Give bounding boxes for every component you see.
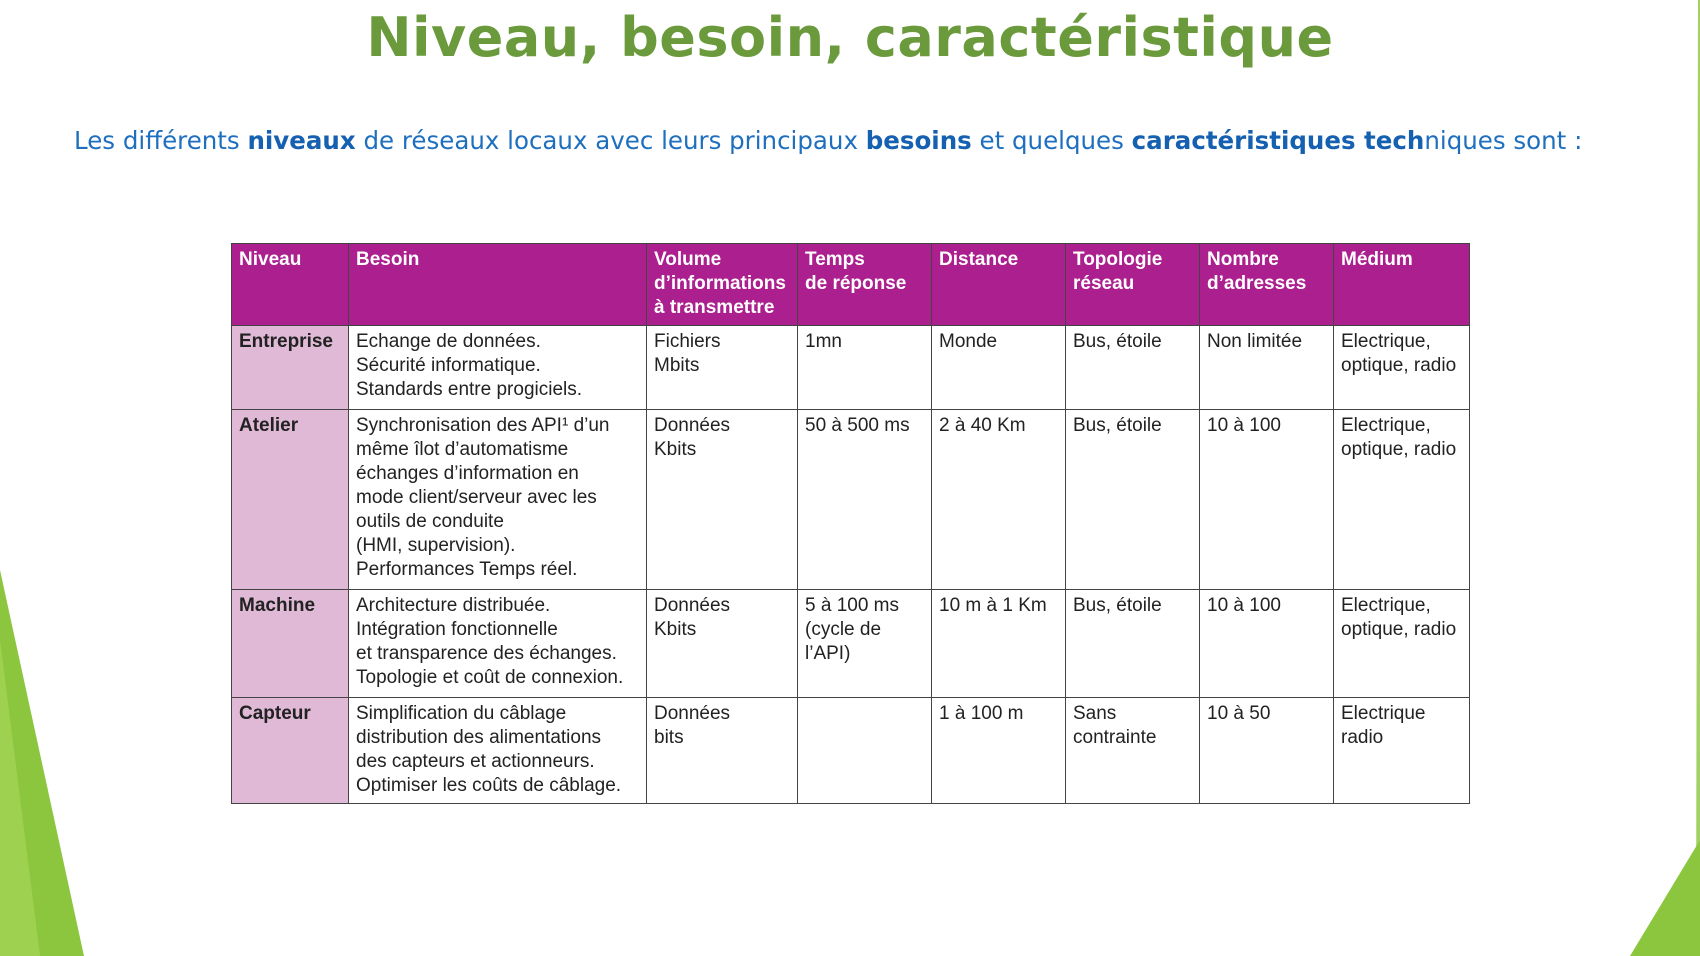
intro-bold-caracteristiques: caractéristiques tech bbox=[1131, 126, 1425, 155]
table-row bbox=[232, 410, 1470, 590]
cell-topologie: Sans contrainte bbox=[1066, 698, 1200, 804]
cell-niveau: Capteur bbox=[232, 698, 349, 804]
header-nombre: Nombre d’adresses bbox=[1200, 244, 1334, 326]
header-medium: Médium bbox=[1334, 244, 1470, 326]
header-volume: Volume d’informations à transmettre bbox=[647, 244, 798, 326]
intro-text-part: de réseaux locaux avec leurs principaux bbox=[355, 126, 866, 155]
cell-volume: Données Kbits bbox=[647, 410, 798, 590]
cell-nombre: Non limitée bbox=[1200, 326, 1334, 410]
cell-besoin: Architecture distribuée. Intégration fonctionnelle et transparence des échanges. Topologie et coût de connexion. bbox=[349, 590, 647, 698]
header-topologie: Topologie réseau bbox=[1066, 244, 1200, 326]
cell-topologie: Bus, étoile bbox=[1066, 326, 1200, 410]
cell-temps: 50 à 500 ms bbox=[798, 410, 932, 590]
cell-besoin: Simplification du câblage distribution des alimentations des capteurs et actionneurs. Optimiser les coûts de câblage. bbox=[349, 698, 647, 804]
cell-temps bbox=[798, 698, 932, 804]
cell-nombre: 10 à 50 bbox=[1200, 698, 1334, 804]
slide-title: Niveau, besoin, caractéristique bbox=[366, 6, 1334, 69]
intro-text-part: niques sont : bbox=[1424, 126, 1583, 155]
cell-niveau: Entreprise bbox=[232, 326, 349, 410]
intro-text-part: et quelques bbox=[971, 126, 1132, 155]
cell-nombre: 10 à 100 bbox=[1200, 590, 1334, 698]
cell-distance: 1 à 100 m bbox=[932, 698, 1066, 804]
cell-topologie: Bus, étoile bbox=[1066, 590, 1200, 698]
intro-text-part: Les différents bbox=[74, 126, 248, 155]
cell-distance: 2 à 40 Km bbox=[932, 410, 1066, 590]
cell-nombre: 10 à 100 bbox=[1200, 410, 1334, 590]
cell-distance: Monde bbox=[932, 326, 1066, 410]
cell-medium: Electrique, optique, radio bbox=[1334, 326, 1470, 410]
table-header-row bbox=[232, 244, 1470, 326]
header-temps: Temps de réponse bbox=[798, 244, 932, 326]
network-levels-table bbox=[231, 243, 1470, 804]
slide-intro-text bbox=[74, 126, 1634, 155]
header-distance: Distance bbox=[932, 244, 1066, 326]
cell-medium: Electrique, optique, radio bbox=[1334, 410, 1470, 590]
header-niveau: Niveau bbox=[232, 244, 349, 326]
cell-temps: 1mn bbox=[798, 326, 932, 410]
cell-volume: Données Kbits bbox=[647, 590, 798, 698]
cell-topologie: Bus, étoile bbox=[1066, 410, 1200, 590]
cell-niveau: Atelier bbox=[232, 410, 349, 590]
cell-besoin: Echange de données. Sécurité informatique. Standards entre progiciels. bbox=[349, 326, 647, 410]
header-besoin: Besoin bbox=[349, 244, 647, 326]
table-row bbox=[232, 698, 1470, 804]
cell-distance: 10 m à 1 Km bbox=[932, 590, 1066, 698]
cell-volume: Données bits bbox=[647, 698, 798, 804]
cell-medium: Electrique radio bbox=[1334, 698, 1470, 804]
cell-volume: Fichiers Mbits bbox=[647, 326, 798, 410]
table-row bbox=[232, 590, 1470, 698]
table-row bbox=[232, 326, 1470, 410]
cell-niveau: Machine bbox=[232, 590, 349, 698]
intro-bold-besoins: besoins bbox=[865, 126, 972, 155]
cell-besoin: Synchronisation des API¹ d’un même îlot d’automatisme échanges d’information en mode client/serveur avec les outils de conduite (HMI, supervision). Performances Temps réel. bbox=[349, 410, 647, 590]
cell-medium: Electrique, optique, radio bbox=[1334, 590, 1470, 698]
intro-bold-niveaux: niveaux bbox=[247, 126, 356, 155]
cell-temps: 5 à 100 ms (cycle de l’API) bbox=[798, 590, 932, 698]
